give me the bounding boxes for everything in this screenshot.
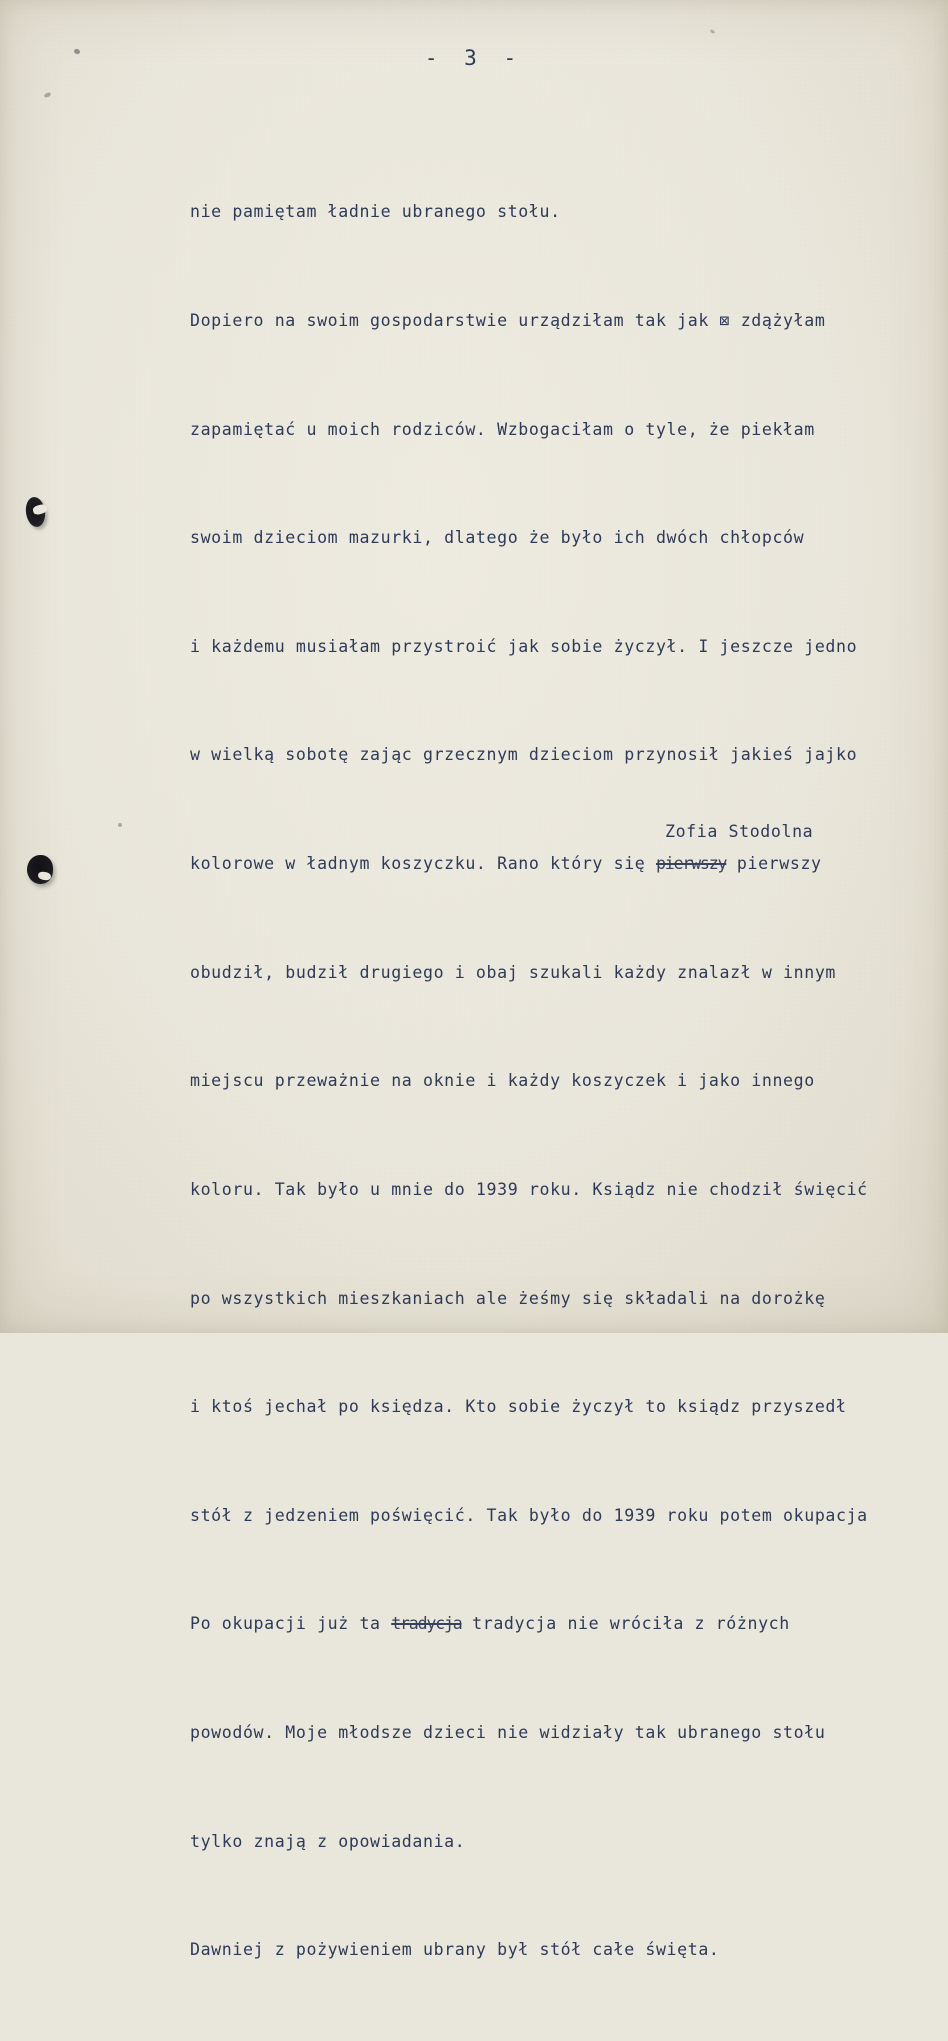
text-line: i każdemu musiałam przystroić jak sobie życzył. I jeszcze jedno (190, 636, 858, 656)
text-line: i ktoś jechał po księdza. Kto sobie życzył to ksiądz przyszedł (190, 1397, 847, 1417)
text-line-with-strikeover (190, 1606, 920, 1642)
struck-fragment: pierwszy (655, 854, 727, 874)
text-line: swoim dzieciom mazurki, dlatego że było ich dwóch chłopców (190, 528, 805, 548)
text-line: miejscu przeważnie na oknie i każdy koszyczek i jako innego (190, 1071, 815, 1091)
text-line-with-strikeover (190, 737, 920, 773)
text-line-part: w wielką sobotę zając grzecznym dzieciom przynosił jakieś jajko (190, 745, 858, 765)
text-line: Dopiero na swoim gospodarstwie urządziłam tak jak ⊠ zdążyłam (190, 311, 826, 331)
typewritten-body-text (190, 122, 920, 2041)
punch-hole-highlight-upper (32, 503, 48, 515)
text-line: po wszystkich mieszkaniach ale żeśmy się składali na dorożkę (190, 1288, 826, 1308)
text-line: koloru. Tak było u mnie do 1939 roku. Ksiądz nie chodził święcić (190, 1179, 868, 1199)
page-number: - 3 - (424, 46, 524, 70)
text-line: nie pamiętam ładnie ubranego stołu. (190, 202, 561, 222)
text-line: obudził, budził drugiego i obaj szukali każdy znalazł w innym (190, 962, 837, 982)
text-line: stół z jedzeniem poświęcić. Tak było do 1939 roku potem okupacja (190, 1505, 868, 1525)
text-line: powodów. Moje młodsze dzieci nie widziały tak ubranego stołu (190, 1722, 826, 1742)
text-line-with-strikeover (190, 846, 920, 882)
text-line-part: kolorowe w ładnym koszyczku. Rano który się pierwszy pierwszy (190, 854, 822, 874)
signature: Zofia Stodolna (665, 822, 814, 841)
text-line-part: Po okupacji już ta tradycja tradycja nie wróciła z różnych (190, 1614, 790, 1634)
paper-speck (43, 92, 51, 99)
text-line: Dawniej z pożywieniem ubrany był stół całe święta. (190, 1940, 720, 1960)
struck-fragment: tradycja (391, 1614, 462, 1634)
paper-speck (118, 823, 122, 827)
paper-speck (710, 29, 716, 34)
text-line: tylko znają z opowiadania. (190, 1831, 466, 1851)
text-line: zapamiętać u moich rodziców. Wzbogaciłam o tyle, że piekłam (190, 419, 815, 439)
